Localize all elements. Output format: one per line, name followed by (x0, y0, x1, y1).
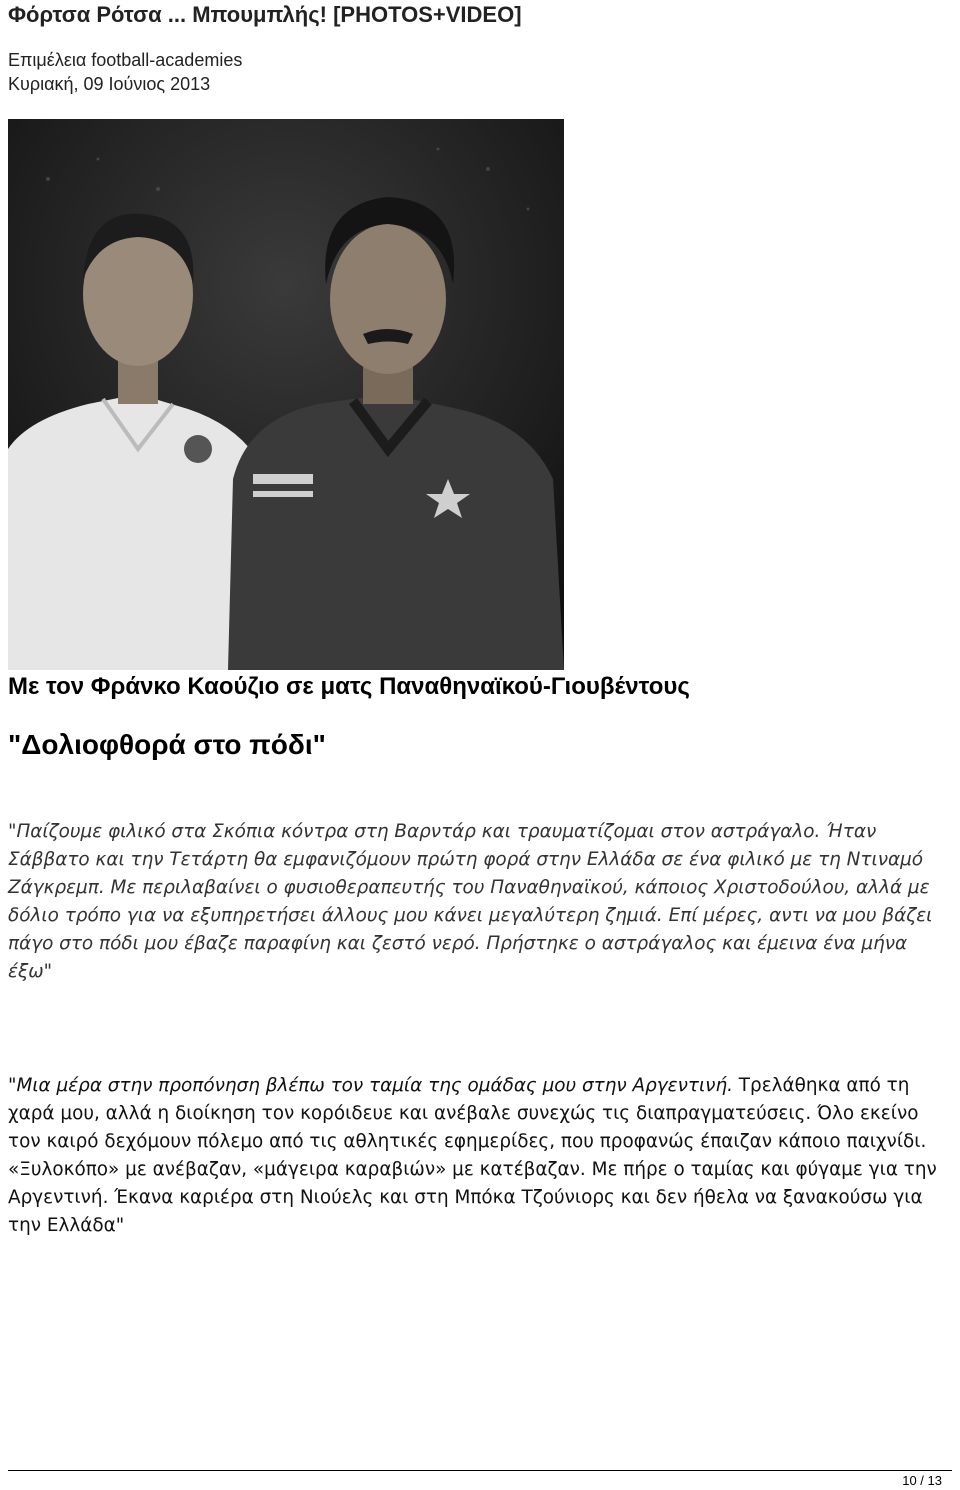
article-header (8, 2, 952, 96)
footer-divider (8, 1470, 952, 1471)
photo-illustration (8, 119, 564, 670)
quote-paragraph-2 (8, 1072, 943, 1240)
article-photo (8, 119, 564, 670)
quote-paragraph-1: "Παίζουμε φιλικό στα Σκόπια κόντρα στη Βαρντάρ και τραυματίζομαι στον αστράγαλο. Ήταν Σάββατο και την Τετάρτη θα εμφανιζόμουν πρώτη φορά στην Ελλάδα σε ένα φιλικό με τη Ντιναμό Ζάγκρεμπ. Με περιλαβαίνει ο φυσιοθεραπευτής του Παναθηναϊκού, κάποιος Χριστοδούλου, αλλά με δόλιο τρόπο για να εξυπηρετήσει άλλους μου κάνει μεγαλύτερη ζημιά. Επί μέρες, αντι να μου βάζει πάγο στο πόδι μου έβαζε παραφίνη και ζεστό νερό. Πρήστηκε ο αστράγαλος και έμεινα ένα μήνα έξω" (8, 821, 933, 982)
article-editor: Επιμέλεια football-academies (8, 50, 243, 70)
quote-paragraph-2-rest: Τρελάθηκα από τη χαρά μου, αλλά η διοίκηση τον κορόιδευε και ανέβαλε συνεχώς τις διαπραγματεύσεις. Όλο εκείνο τον καιρό δεχόμουν πόλεμο από τις αθλητικές εφημερίδες, που προφανώς έπαιζαν κάποιο παιχνίδι. «Ξυλοκόπο» με ανέβαζαν, «μάγειρα καραβιών» με κατέβαζαν. Με πήρε ο ταμίας και φύγαμε για την Αργεντινή. Έκανα καριέρα στη Νιούελς και στη Μπόκα Τζούνιορς και δεν ήθελα να ξανακούσω για την Ελλάδα" (8, 1075, 937, 1236)
photo-caption: Με τον Φράνκο Καούζιο σε ματς Παναθηναϊκού-Γιουβέντους (8, 673, 690, 700)
quote-paragraph-2-italic: "Μια μέρα στην προπόνηση βλέπω τον ταμία της ομάδας μου στην Αργεντινή. (8, 1075, 733, 1096)
page-number: 10 / 13 (902, 1473, 942, 1488)
article-date: Κυριακή, 09 Ιούνιος 2013 (8, 74, 211, 94)
article-title: Φόρτσα Ρότσα ... Μπουμπλής! [PHOTOS+VIDEO] (8, 2, 522, 27)
section-heading: "Δολιοφθορά στο πόδι" (8, 729, 326, 760)
